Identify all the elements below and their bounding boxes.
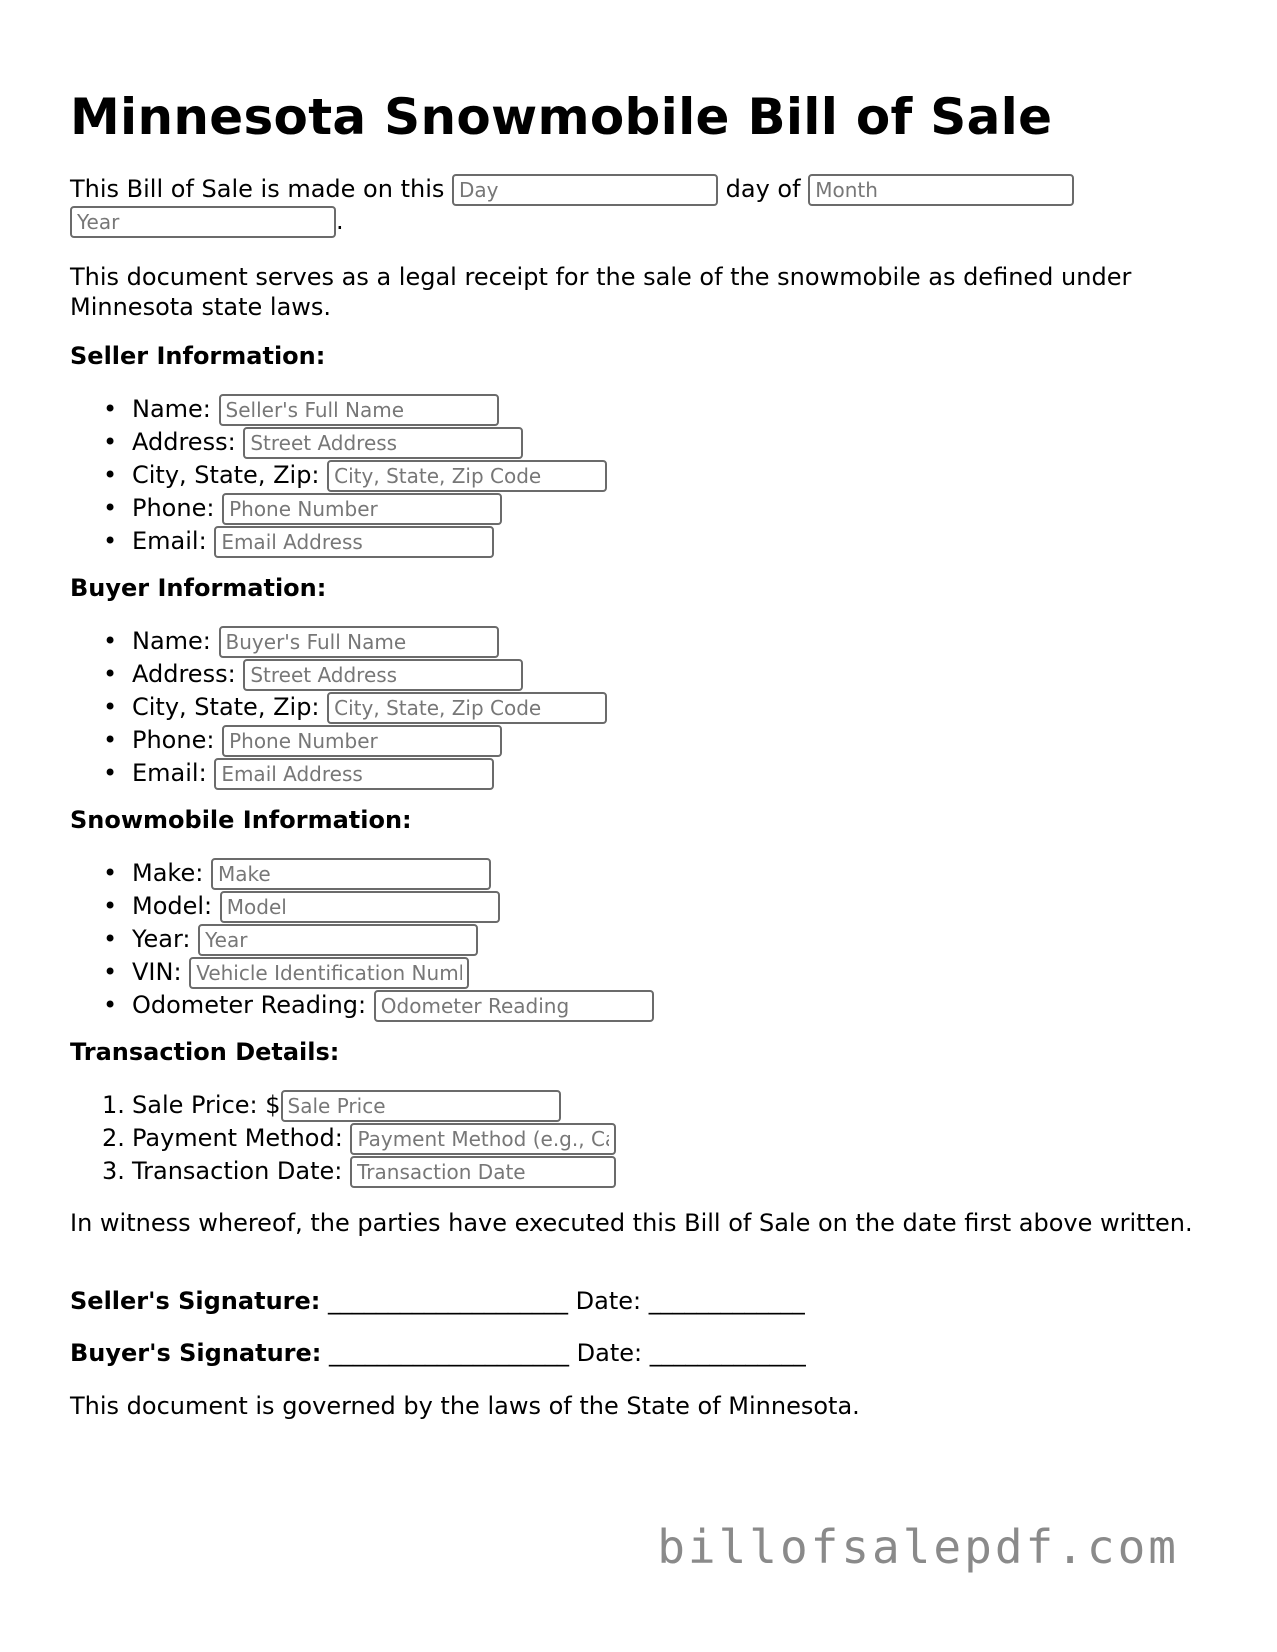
governing-law-text: This document is governed by the laws of the State of Minnesota.: [70, 1392, 860, 1420]
seller-heading: Seller Information:: [70, 342, 326, 370]
sale-price-item: [70, 1089, 616, 1122]
field-label: Sale Price: $: [132, 1091, 281, 1119]
make-input[interactable]: [211, 858, 491, 890]
buyer-name-input[interactable]: [219, 626, 499, 658]
intro-prefix: This Bill of Sale is made on this: [70, 175, 445, 203]
transaction-date-item: [70, 1155, 616, 1188]
odometer-input[interactable]: [374, 990, 654, 1022]
buyer-phone-item: [70, 724, 607, 757]
buyer-city-input[interactable]: [327, 692, 607, 724]
day-input[interactable]: [452, 174, 718, 206]
vin-input[interactable]: [189, 957, 469, 989]
buyer-email-input[interactable]: [214, 758, 494, 790]
field-label: City, State, Zip:: [132, 461, 320, 489]
year-item: [70, 923, 654, 956]
field-label: Name:: [132, 627, 211, 655]
bullet-icon: •: [103, 660, 118, 688]
bullet-icon: •: [103, 395, 118, 423]
site-watermark: billofsalepdf.com: [657, 1520, 1179, 1574]
seller-signature-label: Seller's Signature:: [70, 1287, 321, 1315]
bullet-icon: •: [103, 693, 118, 721]
field-label: Name:: [132, 395, 211, 423]
transaction-heading: Transaction Details:: [70, 1038, 340, 1066]
seller-phone-input[interactable]: [222, 493, 502, 525]
vin-item: [70, 956, 654, 989]
year-input[interactable]: [70, 206, 336, 238]
description-paragraph: This document serves as a legal receipt for the sale of the snowmobile as defined under Minnesota state laws.: [70, 263, 1132, 321]
field-label: Payment Method:: [132, 1124, 343, 1152]
intro-line-2: [70, 206, 344, 238]
field-label: Year:: [132, 925, 191, 953]
bullet-icon: •: [103, 925, 118, 953]
list-number: 1.: [102, 1091, 125, 1119]
field-label: Transaction Date:: [132, 1157, 343, 1185]
transaction-date-input[interactable]: [350, 1156, 616, 1188]
model-input[interactable]: [220, 891, 500, 923]
snowmobile-list: [70, 857, 654, 1022]
payment-method-item: [70, 1122, 616, 1155]
buyer-email-item: [70, 757, 607, 790]
seller-name-input[interactable]: [219, 394, 499, 426]
bullet-icon: •: [103, 494, 118, 522]
witness-paragraph: In witness whereof, the parties have executed this Bill of Sale on the date first above written.: [70, 1209, 1193, 1237]
buyer-heading: Buyer Information:: [70, 574, 327, 602]
buyer-date-blank: _____________: [649, 1339, 806, 1367]
seller-signature-line: [70, 1287, 805, 1315]
transaction-list: [70, 1089, 616, 1188]
buyer-signature-label: Buyer's Signature:: [70, 1339, 322, 1367]
field-label: Phone:: [132, 494, 215, 522]
buyer-list: [70, 625, 607, 790]
odometer-item: [70, 989, 654, 1022]
seller-signature-blank: ____________________: [328, 1287, 568, 1315]
bullet-icon: •: [103, 892, 118, 920]
make-item: [70, 857, 654, 890]
buyer-phone-input[interactable]: [222, 725, 502, 757]
bullet-icon: •: [103, 428, 118, 456]
intro-middle: day of: [725, 175, 801, 203]
field-label: Email:: [132, 759, 207, 787]
bullet-icon: •: [103, 958, 118, 986]
field-label: Address:: [132, 428, 236, 456]
seller-email-item: [70, 525, 607, 558]
bullet-icon: •: [103, 726, 118, 754]
buyer-city-item: [70, 691, 607, 724]
bullet-icon: •: [103, 759, 118, 787]
payment-method-input[interactable]: [350, 1123, 616, 1155]
field-label: Email:: [132, 527, 207, 555]
field-label: Model:: [132, 892, 213, 920]
seller-phone-item: [70, 492, 607, 525]
intro-suffix: .: [336, 207, 344, 235]
field-label: Address:: [132, 660, 236, 688]
field-label: VIN:: [132, 958, 182, 986]
snowmobile-heading: Snowmobile Information:: [70, 806, 412, 834]
seller-list: [70, 393, 607, 558]
seller-date-label: Date:: [575, 1287, 642, 1315]
seller-address-input[interactable]: [243, 427, 523, 459]
list-number: 2.: [102, 1124, 125, 1152]
month-input[interactable]: [808, 174, 1074, 206]
seller-name-item: [70, 393, 607, 426]
page-title: Minnesota Snowmobile Bill of Sale: [70, 88, 1053, 146]
bullet-icon: •: [103, 627, 118, 655]
buyer-date-label: Date:: [576, 1339, 643, 1367]
seller-address-item: [70, 426, 607, 459]
buyer-signature-blank: ____________________: [329, 1339, 570, 1367]
model-item: [70, 890, 654, 923]
seller-city-input[interactable]: [327, 460, 607, 492]
list-number: 3.: [102, 1157, 125, 1185]
snowmobile-year-input[interactable]: [198, 924, 478, 956]
sale-price-input[interactable]: [281, 1090, 561, 1122]
buyer-name-item: [70, 625, 607, 658]
buyer-address-item: [70, 658, 607, 691]
field-label: Make:: [132, 859, 204, 887]
intro-line: [70, 174, 1074, 206]
field-label: Odometer Reading:: [132, 991, 367, 1019]
bullet-icon: •: [103, 461, 118, 489]
bullet-icon: •: [103, 859, 118, 887]
bullet-icon: •: [103, 527, 118, 555]
seller-date-blank: _____________: [648, 1287, 805, 1315]
buyer-address-input[interactable]: [243, 659, 523, 691]
buyer-signature-line: [70, 1339, 806, 1367]
field-label: Phone:: [132, 726, 215, 754]
field-label: City, State, Zip:: [132, 693, 320, 721]
seller-email-input[interactable]: [214, 526, 494, 558]
bullet-icon: •: [103, 991, 118, 1019]
seller-city-item: [70, 459, 607, 492]
